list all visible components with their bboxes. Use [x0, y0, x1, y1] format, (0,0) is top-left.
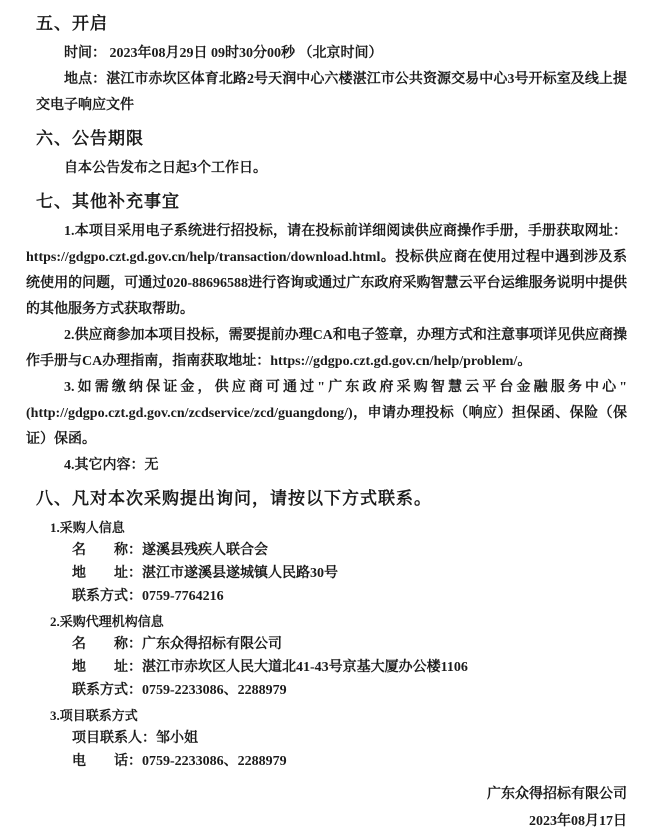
- section-contact-heading: 八、凡对本次采购提出询问，请按以下方式联系。: [36, 489, 432, 508]
- supplementary-item-2: 2.供应商参加本项目投标，需要提前办理CA和电子签章，办理方式和注意事项详见供应商操作手册与CA办理指南，指南获取地址：https://gdgpo.czt.gd.gov.cn/help/problem/。: [26, 328, 627, 369]
- contact-row-name: 名 称：遂溪县残疾人联合会: [72, 543, 268, 558]
- section-contact: [26, 488, 627, 773]
- contact-row-person: 项目联系人：邹小姐: [72, 731, 198, 746]
- supplementary-item-4: 4.其它内容：无: [64, 458, 159, 473]
- section-opening-heading: 五、开启: [36, 14, 108, 33]
- contact-group-title: 1.采购人信息: [50, 520, 125, 535]
- contact-group-purchaser: [26, 516, 627, 608]
- supplementary-item-3: 3.如需缴纳保证金，供应商可通过"广东政府采购智慧云平台金融服务中心"(http://gdgpo.czt.gd.gov.cn/zcdservice/zcd/guangdong/)，申请办理投标（响应）担保函、保险（保证）保函。: [26, 380, 627, 447]
- footer-date: 2023年08月17日: [529, 814, 627, 829]
- contact-row-phone: 电 话：0759-2233086、2288979: [72, 754, 287, 769]
- contact-row-phone: 联系方式：0759-2233086、2288979: [72, 683, 287, 698]
- contact-row-address: 地 址：湛江市遂溪县遂城镇人民路30号: [72, 566, 338, 581]
- contact-group-agency: [26, 610, 627, 702]
- opening-time-line: 时间： 2023年08月29日 09时30分00秒 （北京时间）: [64, 46, 383, 61]
- section-notice-period: [26, 128, 627, 182]
- contact-group-title: 2.采购代理机构信息: [50, 614, 164, 629]
- section-supplementary: [26, 191, 627, 479]
- contact-group-title: 3.项目联系方式: [50, 708, 138, 723]
- opening-place-line: 地点：湛江市赤坎区体育北路2号天润中心六楼湛江市公共资源交易中心3号开标室及线上提交电子响应文件: [36, 72, 627, 113]
- section-supplementary-heading: 七、其他补充事宜: [36, 192, 180, 211]
- contact-row-address: 地 址：湛江市赤坎区人民大道北41-43号京基大厦办公楼1106: [72, 660, 468, 675]
- section-notice-period-heading: 六、公告期限: [36, 129, 144, 148]
- contact-group-project: [26, 704, 627, 773]
- contact-row-phone: 联系方式：0759-7764216: [72, 589, 224, 604]
- footer-signature: [26, 781, 627, 835]
- supplementary-item-1: 1.本项目采用电子系统进行招投标，请在投标前详细阅读供应商操作手册，手册获取网址：https://gdgpo.czt.gd.gov.cn/help/transaction/download.html。投标供应商在使用过程中遇到涉及系统使用的问题，可通过020-88696588进行咨询或通过广东政府采购智慧云平台运维服务说明中提供的其他服务方式获取帮助。: [26, 224, 627, 317]
- footer-company: 广东众得招标有限公司: [487, 787, 627, 802]
- notice-period-body: 自本公告发布之日起3个工作日。: [64, 161, 267, 176]
- section-opening: [26, 13, 627, 119]
- contact-row-name: 名 称：广东众得招标有限公司: [72, 637, 282, 652]
